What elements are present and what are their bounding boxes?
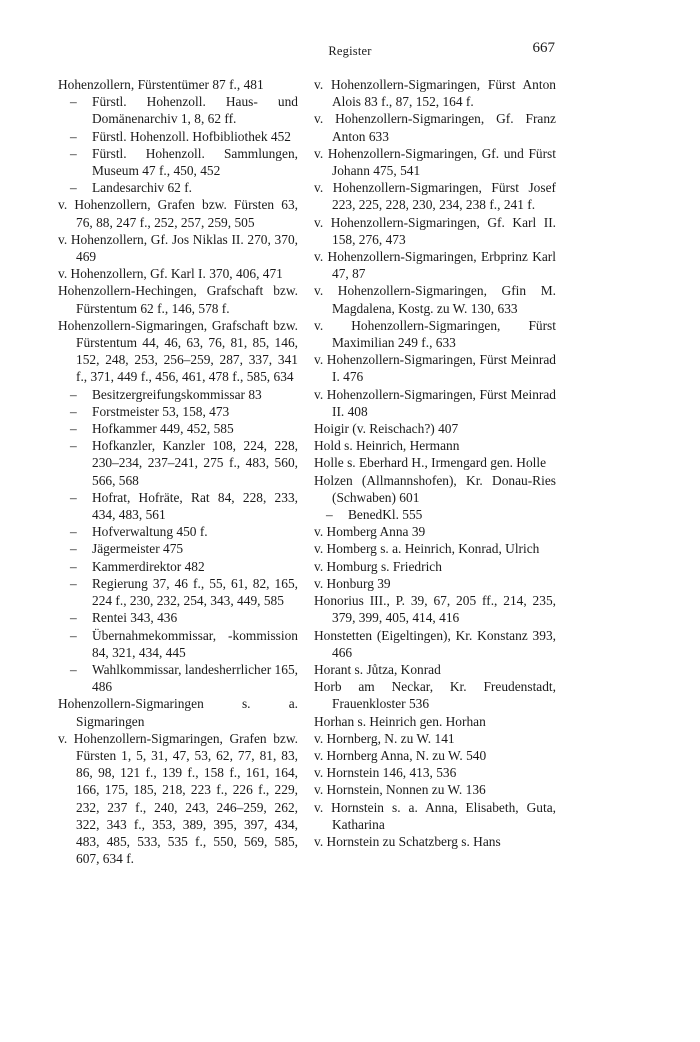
- entry-text: v. Hohenzollern-Sigmaringen, Gf. Franz Anton 633: [314, 111, 556, 144]
- subentry-dash: –: [70, 489, 77, 505]
- index-subentry: [314, 506, 556, 523]
- entry-text: Übernahmekommissar, -kommission 84, 321, 434, 445: [92, 627, 298, 660]
- entry-text: Fürstl. Hohenzoll. Sammlungen, Museum 47 f., 450, 452: [92, 145, 298, 179]
- index-entry: [314, 76, 556, 110]
- index-subentry: [58, 627, 298, 661]
- entry-text: Hofrat, Hofräte, Rat 84, 228, 233, 434, 483, 561: [92, 489, 298, 523]
- index-entry: [314, 386, 556, 420]
- index-entry: [314, 558, 556, 575]
- index-entry: [314, 317, 556, 351]
- entry-text: Fürstl. Hohenzoll. Hofbibliothek 452: [92, 128, 291, 144]
- index-entry: [58, 730, 298, 868]
- index-subentry: [58, 179, 298, 196]
- entry-text: Hofverwaltung 450 f.: [92, 524, 208, 540]
- entry-text: v. Hohenzollern-Sigmaringen, Fürst Meinrad II. 408: [314, 386, 556, 419]
- index-subentry: [58, 540, 298, 557]
- index-entry: [58, 231, 298, 265]
- subentry-dash: –: [70, 386, 77, 402]
- index-entry: [58, 76, 298, 93]
- index-subentry: [58, 661, 298, 695]
- entry-text: v. Hohenzollern-Sigmaringen, Fürst Maximilian 249 f., 633: [314, 317, 556, 351]
- entry-text: v. Hohenzollern, Gf. Karl I. 370, 406, 471: [58, 266, 283, 282]
- page-number: 667: [532, 40, 555, 56]
- index-entry: [314, 592, 556, 626]
- entry-text: Forstmeister 53, 158, 473: [92, 403, 230, 419]
- subentry-dash: –: [70, 128, 77, 144]
- index-entry: [314, 248, 556, 282]
- index-subentry: [58, 93, 298, 127]
- index-entry: [314, 678, 556, 712]
- entry-text: v. Hornberg Anna, N. zu W. 540: [314, 747, 487, 763]
- entry-text: Fürstl. Hohenzoll. Haus- und Domänenarchiv 1, 8, 62 ff.: [92, 94, 298, 127]
- entry-text: v. Hohenzollern-Sigmaringen, Grafen bzw. Fürsten 1, 5, 31, 47, 53, 62, 77, 81, 83, 86, 98, 121 f., 139 f., 158 f., 161, 164, 166, 175, 185, 218, 223 f., 226 f., 229, 232, 237 f., 240, 243, 246–259, 262, 322, 343 f., 353, 389, 395, 397, 434, 483, 485, 533, 535 f., 550, 569, 585, 607, 634 f.: [58, 730, 298, 867]
- index-entry: [58, 265, 298, 282]
- entry-text: v. Hohenzollern-Sigmaringen, Gfin M. Magdalena, Kostg. zu W. 130, 633: [314, 283, 556, 316]
- entry-text: Hohenzollern-Sigmaringen s. a. Sigmaringen: [58, 696, 298, 729]
- index-entry: [314, 437, 556, 454]
- entry-text: Holzen (Allmannshofen), Kr. Donau-Ries (Schwaben) 601: [314, 472, 556, 505]
- index-entry: [314, 179, 556, 213]
- index-entry: [314, 523, 556, 540]
- subentry-dash: –: [70, 541, 77, 557]
- entry-text: Besitzergreifungskommissar 83: [92, 386, 262, 402]
- entry-text: Wahlkommissar, landesherrlicher 165, 486: [92, 661, 298, 695]
- index-entry: [314, 764, 556, 781]
- index-entry: [314, 110, 556, 144]
- entry-text: Honstetten (Eigeltingen), Kr. Konstanz 393, 466: [314, 627, 556, 660]
- subentry-dash: –: [326, 507, 333, 523]
- entry-text: v. Hohenzollern, Grafen bzw. Fürsten 63, 76, 88, 247 f., 252, 257, 259, 505: [58, 197, 298, 230]
- index-subentry: [58, 489, 298, 523]
- entry-text: Kammerdirektor 482: [92, 558, 205, 574]
- entry-text: v. Hohenzollern-Sigmaringen, Fürst Meinrad I. 476: [314, 352, 556, 385]
- index-subentry: [58, 437, 298, 489]
- index-entry: [314, 575, 556, 592]
- index-entry: [314, 472, 556, 506]
- entry-text: v. Hohenzollern-Sigmaringen, Gf. und Fürst Johann 475, 541: [314, 145, 556, 179]
- subentry-dash: –: [70, 145, 77, 161]
- entry-text: v. Hohenzollern, Gf. Jos Niklas II. 270, 370, 469: [58, 231, 298, 265]
- index-column-left: [58, 76, 298, 867]
- index-subentry: [58, 523, 298, 540]
- index-entry: [314, 627, 556, 661]
- index-entry: [314, 540, 556, 557]
- entry-text: Rentei 343, 436: [92, 610, 178, 626]
- index-entry: [314, 799, 556, 833]
- entry-text: v. Homberg Anna 39: [314, 524, 426, 540]
- index-entry: [314, 145, 556, 179]
- index-column-right: [314, 76, 556, 850]
- entry-text: Landesarchiv 62 f.: [92, 180, 193, 196]
- index-entry: [314, 661, 556, 678]
- entry-text: v. Hohenzollern-Sigmaringen, Erbprinz Karl 47, 87: [314, 249, 556, 282]
- running-head: [0, 40, 700, 60]
- entry-text: Horb am Neckar, Kr. Freudenstadt, Frauenkloster 536: [314, 679, 556, 712]
- subentry-dash: –: [70, 575, 77, 591]
- index-entry: [314, 454, 556, 471]
- index-entry: [314, 282, 556, 316]
- entry-text: v. Hohenzollern-Sigmaringen, Gf. Karl II. 158, 276, 473: [314, 214, 556, 247]
- entry-text: v. Homberg s. a. Heinrich, Konrad, Ulrich: [314, 541, 540, 557]
- index-entry: [58, 196, 298, 230]
- subentry-dash: –: [70, 627, 77, 643]
- subentry-dash: –: [70, 661, 77, 677]
- index-subentry: [58, 145, 298, 179]
- subentry-dash: –: [70, 610, 77, 626]
- index-entry: [314, 833, 556, 850]
- index-subentry: [58, 386, 298, 403]
- index-entry: [314, 351, 556, 385]
- index-subentry: [58, 575, 298, 609]
- subentry-dash: –: [70, 558, 77, 574]
- index-entry: [314, 420, 556, 437]
- entry-text: v. Hornstein zu Schatzberg s. Hans: [314, 833, 501, 849]
- index-subentry: [58, 609, 298, 626]
- entry-text: v. Hohenzollern-Sigmaringen, Fürst Josef 223, 225, 228, 230, 234, 238 f., 241 f.: [314, 180, 556, 213]
- subentry-dash: –: [70, 438, 77, 454]
- entry-text: Hohenzollern-Sigmaringen, Grafschaft bzw. Fürstentum 44, 46, 63, 76, 81, 85, 146, 152, 248, 253, 256–259, 287, 337, 341 f., 371, 449 f., 456, 461, 478 f., 585, 634: [58, 317, 298, 385]
- index-entry: [314, 747, 556, 764]
- index-entry: [314, 713, 556, 730]
- entry-text: Horant s. Jůtza, Konrad: [314, 661, 441, 677]
- index-entry: [58, 317, 298, 386]
- entry-text: v. Hornstein 146, 413, 536: [314, 765, 457, 781]
- entry-text: BenedKl. 555: [348, 507, 423, 523]
- subentry-dash: –: [70, 421, 77, 437]
- entry-text: Hold s. Heinrich, Hermann: [314, 438, 460, 454]
- index-entry: [314, 781, 556, 798]
- index-entry: [58, 695, 298, 729]
- entry-text: Regierung 37, 46 f., 55, 61, 82, 165, 224 f., 230, 232, 254, 343, 449, 585: [92, 575, 298, 609]
- index-entry: [314, 730, 556, 747]
- entry-text: v. Hornberg, N. zu W. 141: [314, 730, 455, 746]
- entry-text: v. Hornstein, Nonnen zu W. 136: [314, 782, 486, 798]
- entry-text: Hoigir (v. Reischach?) 407: [314, 421, 459, 437]
- entry-text: Hohenzollern, Fürstentümer 87 f., 481: [58, 77, 264, 92]
- entry-text: Holle s. Eberhard H., Irmengard gen. Holle: [314, 455, 547, 471]
- subentry-dash: –: [70, 94, 77, 110]
- subentry-dash: –: [70, 403, 77, 419]
- entry-text: v. Honburg 39: [314, 575, 391, 591]
- entry-text: v. Homburg s. Friedrich: [314, 558, 442, 574]
- index-subentry: [58, 128, 298, 145]
- entry-text: v. Hornstein s. a. Anna, Elisabeth, Guta, Katharina: [314, 799, 556, 832]
- entry-text: Hofkanzler, Kanzler 108, 224, 228, 230–234, 237–241, 275 f., 483, 560, 566, 568: [92, 438, 298, 488]
- entry-text: Jägermeister 475: [92, 541, 184, 557]
- entry-text: Honorius III., P. 39, 67, 205 ff., 214, 235, 379, 399, 405, 414, 416: [314, 593, 556, 626]
- index-subentry: [58, 420, 298, 437]
- entry-text: Hohenzollern-Hechingen, Grafschaft bzw. Fürstentum 62 f., 146, 578 f.: [58, 283, 298, 316]
- entry-text: Horhan s. Heinrich gen. Horhan: [314, 713, 486, 729]
- index-entry: [58, 282, 298, 316]
- index-subentry: [58, 403, 298, 420]
- index-subentry: [58, 558, 298, 575]
- subentry-dash: –: [70, 524, 77, 540]
- entry-text: v. Hohenzollern-Sigmaringen, Fürst Anton Alois 83 f., 87, 152, 164 f.: [314, 77, 556, 110]
- entry-text: Hofkammer 449, 452, 585: [92, 421, 234, 437]
- index-entry: [314, 214, 556, 248]
- subentry-dash: –: [70, 180, 77, 196]
- running-head-title: Register: [328, 44, 372, 58]
